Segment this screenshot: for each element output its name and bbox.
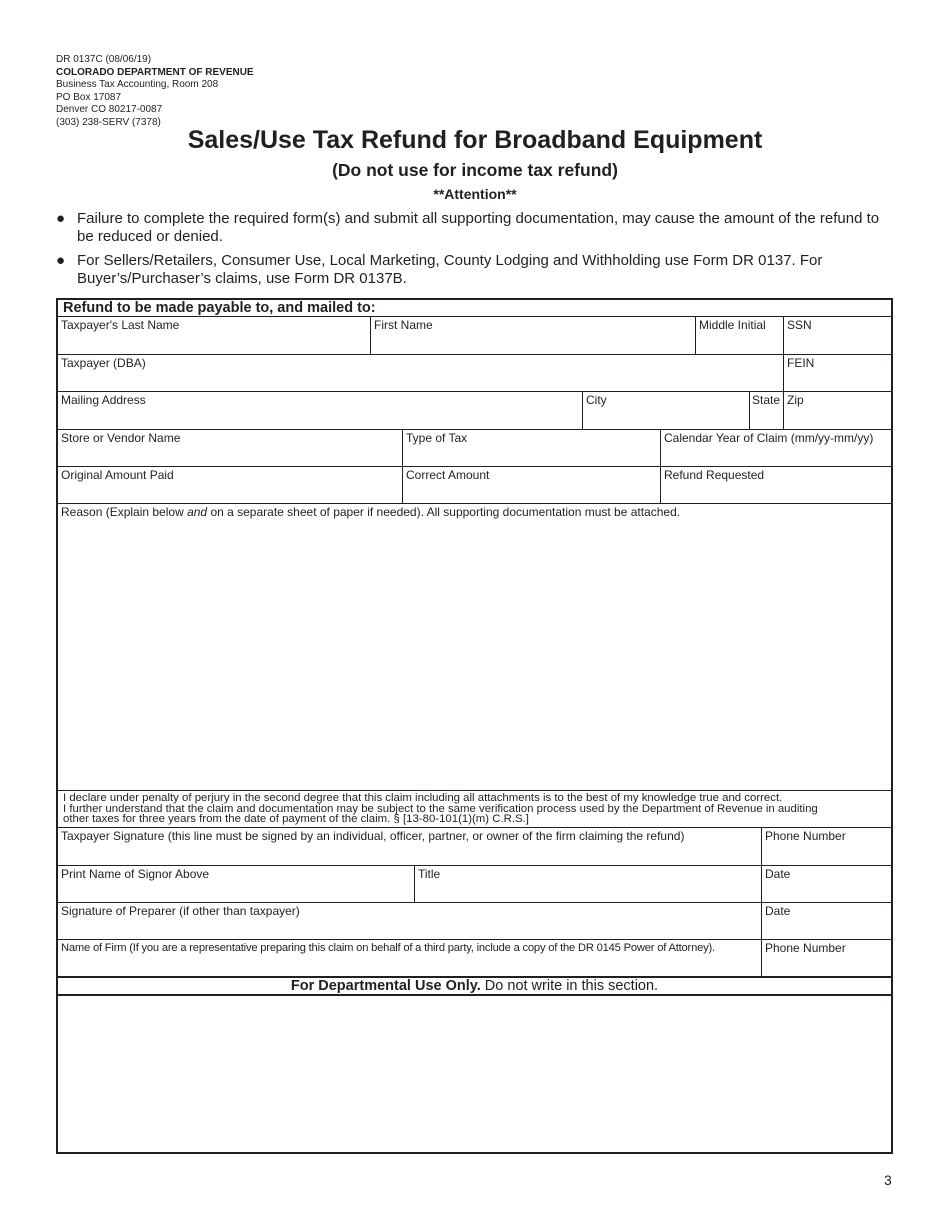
name-row: [58, 317, 891, 355]
attention-heading: **Attention**: [433, 186, 517, 202]
type-of-tax-field[interactable]: Type of Tax: [402, 430, 660, 466]
correct-amount-field[interactable]: Correct Amount: [402, 467, 660, 503]
preparer-row: [58, 903, 891, 940]
declaration-row: [58, 791, 891, 828]
store-row: [58, 430, 891, 467]
dept-use-label: For Departmental Use Only. Do not write in this section.: [290, 978, 659, 994]
signature-row: [58, 828, 891, 866]
taxpayer-signature-field[interactable]: Taxpayer Signature (this line must be signed by an individual, officer, partner, or owner of the firm claiming the refund): [61, 829, 685, 843]
print-name-row: [58, 866, 891, 903]
bullet-icon: ●: [56, 210, 66, 227]
print-name-field[interactable]: Print Name of Signor Above: [61, 867, 210, 881]
section-title: Refund to be made payable to, and mailed to:: [63, 300, 376, 316]
last-name-field[interactable]: Taxpayer's Last Name: [61, 318, 180, 332]
reason-field[interactable]: [58, 504, 891, 791]
mailing-address-field[interactable]: Mailing Address: [61, 393, 146, 407]
refund-requested-field[interactable]: Refund Requested: [660, 467, 891, 503]
attention-list: [56, 210, 896, 294]
bullet-icon: ●: [56, 252, 66, 269]
section-title-row: [58, 300, 891, 317]
store-vendor-field[interactable]: Store or Vendor Name: [61, 431, 181, 445]
middle-initial-field[interactable]: Middle Initial: [695, 317, 783, 354]
list-item: ● For Sellers/Retailers, Consumer Use, Local Marketing, County Lodging and Withholding use Form DR 0137. For Buyer’s/Purchaser’s claims, use Form DR 0137B.: [56, 252, 823, 287]
dept-use-area: [58, 996, 891, 1152]
declaration-text: I declare under penalty of perjury in the second degree that this claim including all attachments is to the best of my knowledge true and correct. I further understand that the claim and documentation may be subject to the same verification process used by the Department of Revenue in auditing other taxes for three years from the date of payment of the claim. § [13-80-101(1)(m) C.R.S.]: [63, 792, 818, 825]
original-amount-field[interactable]: Original Amount Paid: [61, 468, 174, 482]
dba-row: [58, 355, 891, 392]
ssn-field[interactable]: SSN: [783, 317, 891, 354]
preparer-signature-field[interactable]: Signature of Preparer (if other than taxpayer): [61, 904, 300, 918]
page-number: 3: [884, 1172, 892, 1188]
calendar-year-field[interactable]: Calendar Year of Claim (mm/yy-mm/yy): [660, 430, 891, 466]
form-header: [56, 54, 254, 129]
fein-field[interactable]: FEIN: [783, 355, 891, 391]
po-box: PO Box 17087: [56, 91, 122, 103]
department: Business Tax Accounting, Room 208: [56, 79, 219, 90]
state-field[interactable]: State: [749, 392, 783, 429]
firm-name-field[interactable]: Name of Firm (If you are a representative preparing this claim on behalf of a third party, include a copy of the DR 0145 Power of Attorney).: [61, 942, 715, 954]
address-row: [58, 392, 891, 430]
preparer-date-field[interactable]: Date: [761, 903, 891, 939]
dept-use-header: [58, 978, 891, 996]
city-field[interactable]: City: [582, 392, 749, 429]
agency-name: COLORADO DEPARTMENT OF REVENUE: [56, 66, 254, 78]
firm-row: [58, 940, 891, 978]
amount-row: [58, 467, 891, 504]
list-item: ● Failure to complete the required form(s) and submit all supporting documentation, may cause the amount of the refund to be reduced or denied.: [56, 210, 880, 245]
phone-number-field[interactable]: Phone Number: [761, 828, 891, 865]
phone: (303) 238-SERV (7378): [56, 116, 161, 128]
zip-field[interactable]: Zip: [783, 392, 891, 429]
title-field[interactable]: Title: [414, 866, 761, 902]
page-subtitle: (Do not use for income tax refund): [332, 160, 618, 180]
first-name-field[interactable]: First Name: [370, 317, 695, 354]
reason-label: Reason (Explain below and on a separate sheet of paper if needed). All supporting documentation must be attached.: [61, 505, 681, 519]
date-field[interactable]: Date: [761, 866, 891, 902]
refund-form: [56, 298, 893, 1154]
firm-phone-number-field[interactable]: Phone Number: [761, 940, 891, 976]
city-line: Denver CO 80217-0087: [56, 104, 163, 115]
form-id: DR 0137C (08/06/19): [56, 54, 152, 65]
dba-field[interactable]: Taxpayer (DBA): [61, 356, 146, 370]
page-title: Sales/Use Tax Refund for Broadband Equipment: [187, 126, 763, 154]
